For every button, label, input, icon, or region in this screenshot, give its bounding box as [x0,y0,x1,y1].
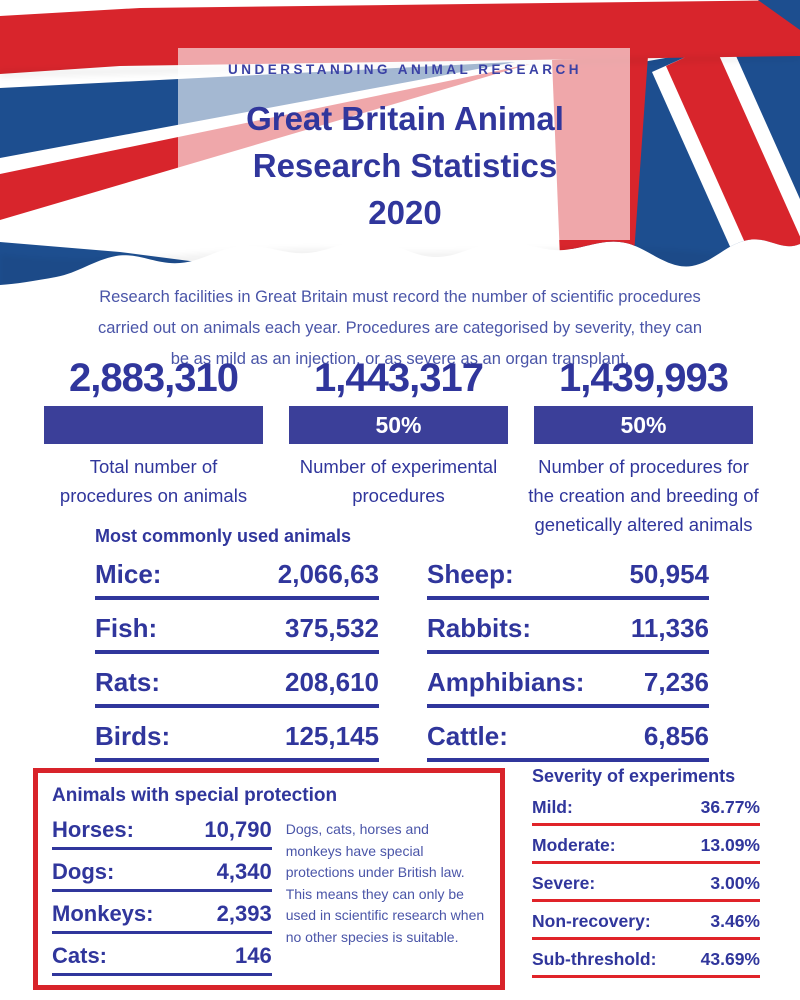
animal-label: Rabbits: [427,613,531,643]
severity-value: 36.77% [700,797,760,817]
animal-value: 2,393 [216,901,272,926]
severity-label: Mild: [532,797,573,817]
kicker-text: UNDERSTANDING ANIMAL RESEARCH [227,62,582,77]
animal-value: 10,790 [204,817,272,842]
stat-breeding-procedures [528,356,759,539]
common-animals-left-column [95,559,379,775]
page-title-line-3: 2020 [368,194,442,231]
severity-section [532,766,760,987]
common-animals-columns [95,559,711,775]
severity-rows [532,797,760,978]
animal-value: 6,856 [643,721,709,751]
stat-breeding-bar: 50% [534,406,753,444]
table-row [532,797,760,826]
stat-total-value: 2,883,310 [69,356,238,400]
intro-line-3: be as mild as an injection, or as severe as an organ transplant. [170,350,630,368]
common-animals-title: Most commonly used animals [95,526,352,546]
special-protection-content [52,817,486,985]
severity-label: Moderate: [532,835,616,855]
animal-value: 208,610 [285,667,379,697]
table-row [52,817,272,850]
animal-label: Cats: [52,943,108,968]
severity-value: 13.09% [700,835,760,855]
intro-line-2: carried out on animals each year. Procedures are categorised by severity, they can [97,319,703,337]
table-row [95,667,379,708]
stat-experimental-bar: 50% [289,406,508,444]
animal-label: Rats: [95,667,161,697]
stat-experimental-procedures [289,356,508,539]
caption-line: Number of experimental [299,456,498,477]
table-row [427,667,709,708]
severity-value: 3.46% [710,911,760,931]
union-jack-flag-image [0,0,800,292]
stat-total-caption [24,452,283,510]
special-protection-box [33,768,505,990]
table-row [427,613,709,654]
caption-line: procedures [352,485,445,506]
table-row [52,943,272,976]
animal-label: Cattle: [427,721,508,751]
caption-line: genetically altered animals [534,514,753,535]
stat-breeding-value: 1,439,993 [559,356,728,400]
animal-label: Monkeys: [52,901,154,926]
animal-value: 4,340 [216,859,272,884]
animal-value: 50,954 [629,559,709,589]
stat-total-bar [44,406,263,444]
page-title [100,95,710,236]
table-row [532,911,760,940]
page-title-line-2: Research Statistics [252,147,558,184]
caption-line: Number of procedures for [538,456,749,477]
animal-value: 146 [235,943,272,968]
animal-value: 7,236 [643,667,709,697]
stat-total-procedures [44,356,263,539]
animal-label: Dogs: [52,859,115,884]
special-protection-title: Animals with special protection [52,785,338,806]
table-row [532,949,760,978]
headline-stats-row [44,356,759,539]
table-row [95,613,379,654]
severity-label: Non-recovery: [532,911,651,931]
table-row [52,901,272,934]
stat-experimental-value: 1,443,317 [314,356,483,400]
severity-label: Severe: [532,873,596,893]
table-row [532,873,760,902]
severity-value: 3.00% [710,873,760,893]
animal-value: 2,066,63 [277,559,379,589]
severity-label: Sub-threshold: [532,949,657,969]
severity-title: Severity of experiments [532,766,736,786]
caption-line: procedures on animals [59,485,248,506]
stat-experimental-caption [269,452,528,510]
table-row [427,721,709,762]
animal-value: 125,145 [285,721,379,751]
animal-label: Horses: [52,817,134,842]
common-animals-right-column [427,559,709,775]
table-row [95,559,379,600]
intro-line-1: Research facilities in Great Britain must record the number of scientific procedures [99,288,701,306]
animal-value: 375,532 [285,613,379,643]
special-protection-stats [52,817,272,985]
table-row [427,559,709,600]
table-row [532,835,760,864]
caption-line: the creation and breeding of [528,485,759,506]
table-row [52,859,272,892]
table-row [95,721,379,762]
animal-label: Sheep: [427,559,514,589]
animal-label: Amphibians: [427,667,585,697]
common-animals-section [95,526,711,775]
animal-label: Fish: [95,613,158,643]
caption-line: Total number of [89,456,218,477]
animal-label: Birds: [95,721,171,751]
page-title-line-1: Great Britain Animal [246,100,564,137]
severity-value: 43.69% [700,949,760,969]
animal-value: 11,336 [630,613,709,643]
animal-label: Mice: [95,559,162,589]
special-protection-note: Dogs, cats, horses and monkeys have special protections under British law. This means they can only be used in scientific research when no other species is suitable. [285,821,485,945]
